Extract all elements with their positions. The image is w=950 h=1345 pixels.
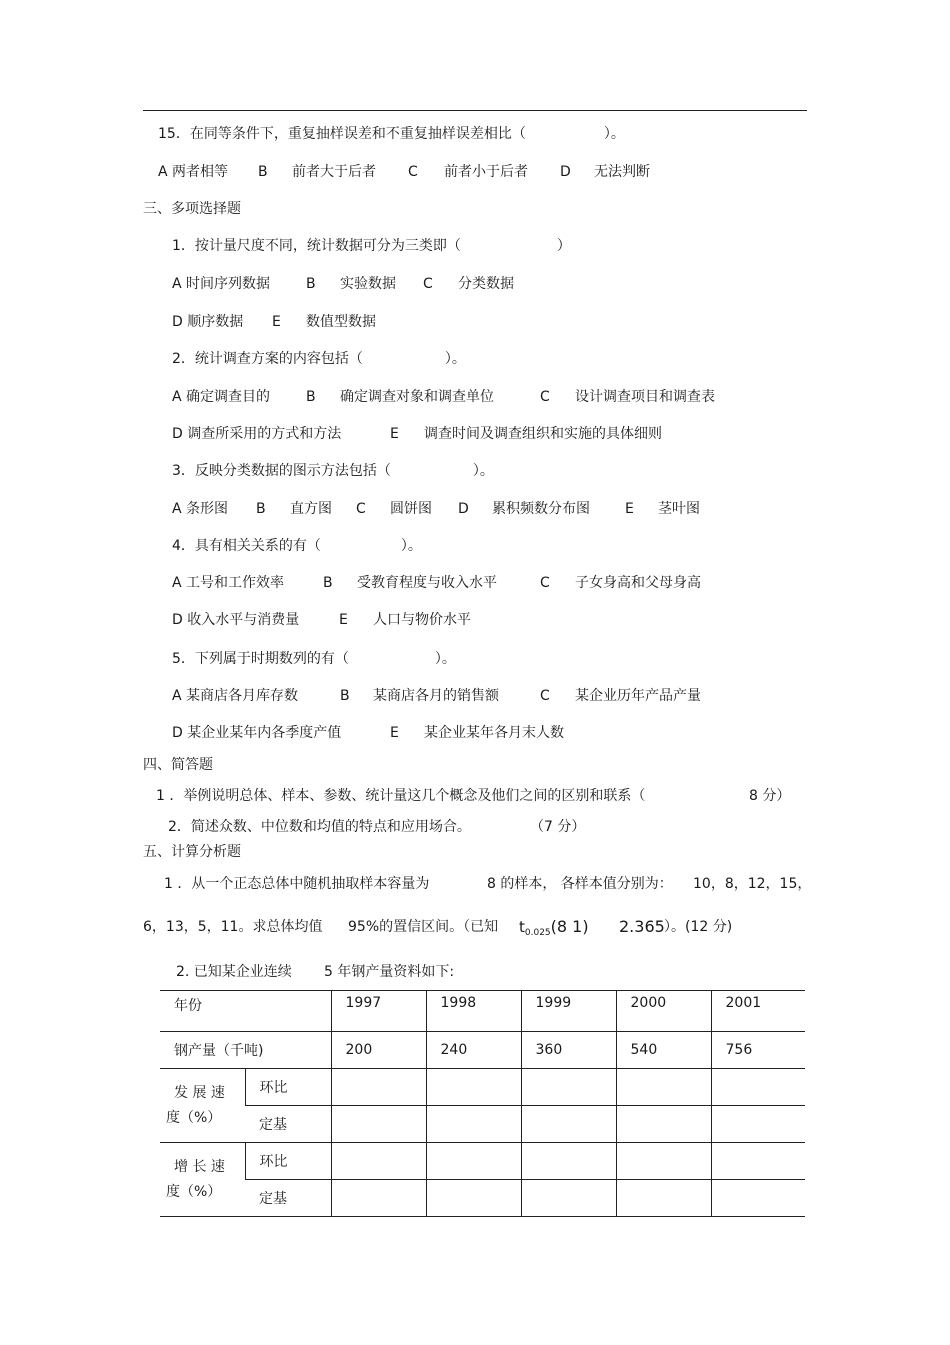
section5-title: 五、计算分析题 [143, 844, 241, 860]
s3-q5-options-de: D 某企业某年内各季度产值 E 某企业某年各月末人数 [172, 725, 564, 741]
table-cell [521, 1106, 616, 1143]
table-cell: 540 [616, 1032, 711, 1069]
table-row [160, 1180, 805, 1217]
table-cell [521, 1143, 616, 1180]
table-cell: 2000 [616, 991, 711, 1032]
table-cell: 756 [711, 1032, 805, 1069]
table-cell [331, 1143, 426, 1180]
table-row [160, 1032, 805, 1069]
table-cell [521, 1069, 616, 1106]
q15-option-d: 无法判断 [594, 164, 650, 180]
table-cell [711, 1069, 805, 1106]
q15-option-b: 前者大于后者 [292, 164, 376, 180]
table-cell: 1998 [426, 991, 521, 1032]
q15-options: A 两者相等 B 前者大于后者 C 前者小于后者 D 无法判断 [158, 164, 650, 180]
steel-output-table [160, 990, 805, 1217]
t-statistic: $t_{0.025}(8$ 1) [519, 917, 589, 938]
growth-speed-header: 增 长 速 度（%） [160, 1143, 245, 1217]
s3-q1-stem: 1．按计量尺度不同，统计数据可分为三类即（ ） [172, 238, 571, 254]
table-cell: 200 [331, 1032, 426, 1069]
table-cell: 360 [521, 1032, 616, 1069]
fixed-base-label: 定基 [245, 1180, 331, 1217]
table-row [160, 1069, 805, 1106]
s5-q1-line1: 1 ．从一个正态总体中随机抽取样本容量为 8 的样本， 各样本值分别为： 10，8，12，15， [164, 876, 812, 892]
table-cell: 1999 [521, 991, 616, 1032]
section3-title: 三、多项选择题 [143, 201, 241, 217]
s3-q4-options-de: D 收入水平与消费量 E 人口与物价水平 [172, 612, 471, 628]
s3-q1-options-abc: A 时间序列数据 B 实验数据 C 分类数据 [172, 276, 514, 292]
s3-q5-stem: 5．下列属于时期数列的有（ ）。 [172, 651, 456, 667]
chain-label: 环比 [245, 1069, 331, 1106]
table-cell [711, 1106, 805, 1143]
table-cell [331, 1106, 426, 1143]
table-row [160, 1106, 805, 1143]
s4-q2: 2．简述众数、中位数和均值的特点和应用场合。 （7 分） [168, 819, 586, 835]
chain-label: 环比 [245, 1143, 331, 1180]
table-cell [331, 1069, 426, 1106]
s5-q2-intro: 2. 已知某企业连续 5 年钢产量资料如下: [176, 964, 455, 980]
table-row [160, 1143, 805, 1180]
table-cell [331, 1180, 426, 1217]
year-header: 年份 [160, 991, 331, 1032]
table-cell: 2001 [711, 991, 805, 1032]
table-cell [426, 1180, 521, 1217]
s3-q2-options-abc: A 确定调查目的 B 确定调查对象和调查单位 C 设计调查项目和调查表 [172, 389, 715, 405]
table-cell [616, 1143, 711, 1180]
s3-q3-options: A 条形图 B 直方图 C 圆饼图 D 累积频数分布图 E 茎叶图 [172, 501, 700, 517]
s4-q1: 1 ．举例说明总体、样本、参数、统计量这几个概念及他们之间的区别和联系（ 8 分） [156, 788, 791, 804]
table-cell [711, 1180, 805, 1217]
fixed-base-label: 定基 [245, 1106, 331, 1143]
s3-q2-options-de: D 调查所采用的方式和方法 E 调查时间及调查组织和实施的具体细则 [172, 426, 662, 442]
table-cell [426, 1069, 521, 1106]
output-header: 钢产量（千吨) [160, 1032, 331, 1069]
table-cell: 240 [426, 1032, 521, 1069]
s3-q4-stem: 4．具有相关关系的有（ ）。 [172, 538, 422, 554]
s3-q5-options-abc: A 某商店各月库存数 B 某商店各月的销售额 C 某企业历年产品产量 [172, 688, 701, 704]
table-cell [616, 1106, 711, 1143]
table-cell [616, 1180, 711, 1217]
development-speed-header: 发 展 速 度（%） [160, 1069, 245, 1143]
s3-q4-options-abc: A 工号和工作效率 B 受教育程度与收入水平 C 子女身高和父母身高 [172, 575, 701, 591]
table-cell [426, 1143, 521, 1180]
s3-q3-stem: 3．反映分类数据的图示方法包括（ ）。 [172, 463, 494, 479]
table-cell [616, 1069, 711, 1106]
s3-q2-stem: 2．统计调查方案的内容包括（ ）。 [172, 351, 466, 367]
q15-option-c: 前者小于后者 [444, 164, 528, 180]
header-rule [143, 110, 807, 111]
s3-q1-options-de: D 顺序数据 E 数值型数据 [172, 314, 376, 330]
section4-title: 四、简答题 [143, 757, 213, 773]
table-cell [521, 1180, 616, 1217]
table-row [160, 991, 805, 1032]
q15-option-a: A 两者相等 [158, 164, 229, 180]
table-cell [711, 1143, 805, 1180]
s5-q1-line2: 6，13，5，11。求总体均值 95%的置信区间。（已知 $t_{0.025}(8$ 1) 2.365 ）。(12 分) [143, 918, 322, 936]
q15-stem: 15．在同等条件下，重复抽样误差和不重复抽样误差相比（ ）。 [158, 126, 625, 142]
table-cell [426, 1106, 521, 1143]
table-cell: 1997 [331, 991, 426, 1032]
